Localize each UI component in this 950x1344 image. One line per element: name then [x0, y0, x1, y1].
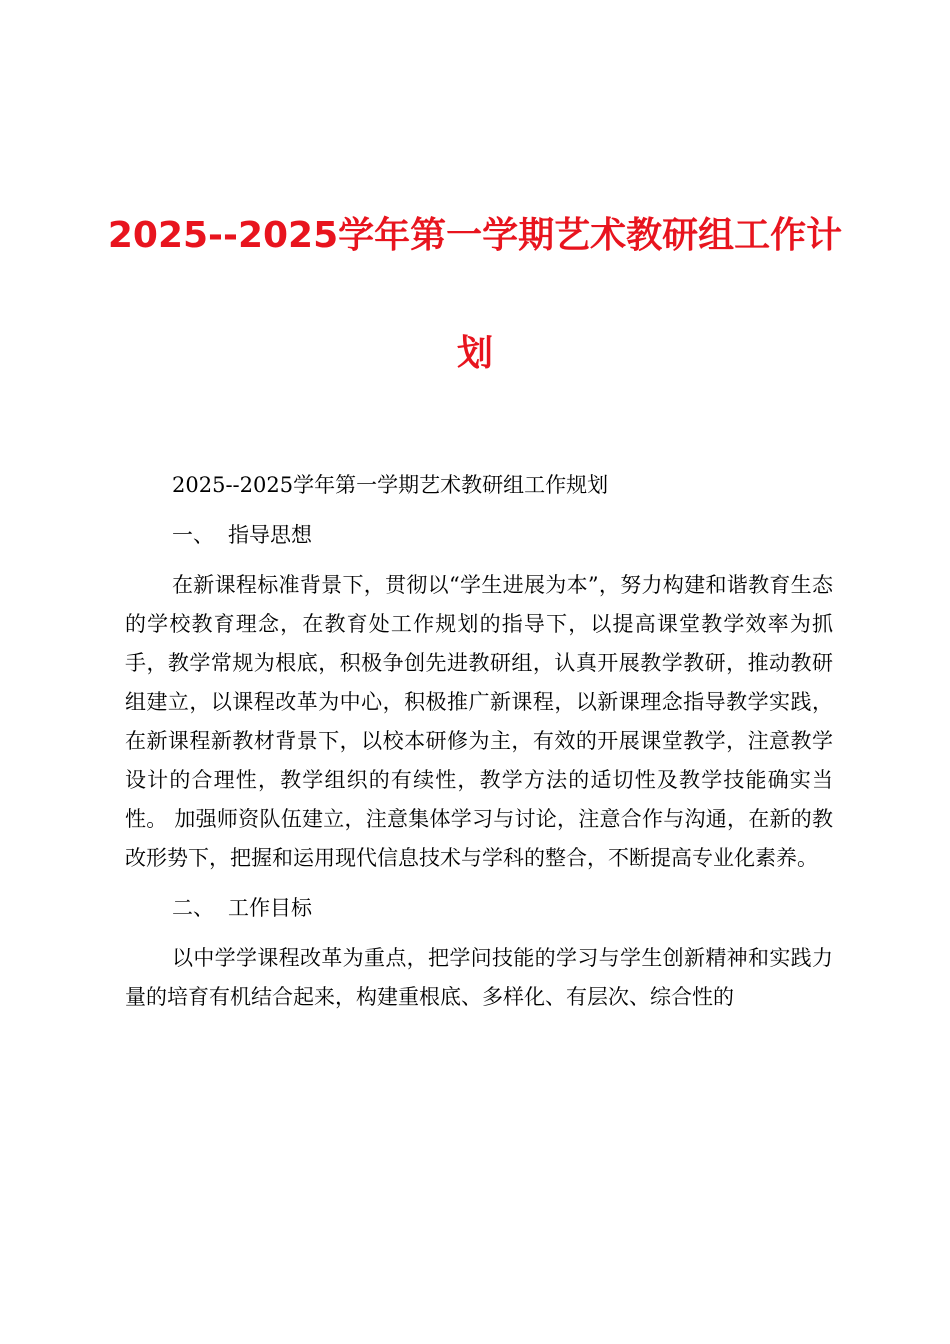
section-1-number: 一、	[172, 523, 214, 547]
document-title-line-2: 划	[456, 333, 493, 374]
section-2-number: 二、	[172, 896, 214, 920]
document-title-line-1: 2025--2025学年第一学期艺术教研组工作计	[107, 215, 843, 256]
section-1-body: 在新课程标准背景下，贯彻以“学生进展为本”，努力构建和谐教育生态的学校教育理念，在教育处工作规划的指导下，以提高课堂教学效率为抓手，教学常规为根底，积极争创先进教研组，认真开展教学教研，推动教研组建立，以课程改革为中心，积极推广新课程，以新课理念指导教学实践，在新课程新教材背景下，以校本研修为主，有效的开展课堂教学，注意教学设计的合理性，教学组织的有续性，教学方法的适切性及教学技能确实当性。 加强师资队伍建立，注意集体学习与讨论，注意合作与沟通，在新的教改形势下，把握和运用现代信息技术与学科的整合，不断提高专业化素养。	[125, 573, 833, 870]
section-2-heading	[125, 889, 833, 928]
section-2-body: 以中学学课程改革为重点，把学问技能的学习与学生创新精神和实践力量的培育有机结合起来，构建重根底、多样化、有层次、综合性的	[125, 946, 833, 1009]
section-1-heading-text: 指导思想	[228, 523, 312, 547]
document-body	[125, 466, 833, 1028]
section-2-heading-text: 工作目标	[228, 896, 312, 920]
section-1-heading	[125, 516, 833, 555]
document-subtitle: 2025--2025学年第一学期艺术教研组工作规划	[172, 473, 609, 497]
